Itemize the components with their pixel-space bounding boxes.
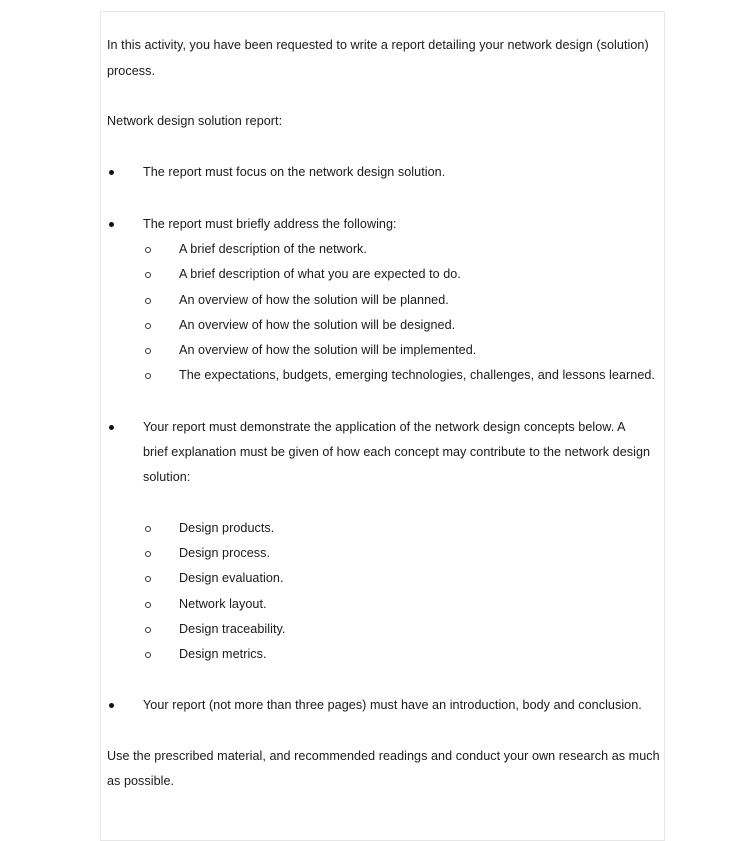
bullet-2-item: An overview of how the solution will be designed. <box>179 318 456 332</box>
closing-line-2: as possible. <box>107 774 175 788</box>
bullet-3-item: Design evaluation. <box>179 571 284 585</box>
sub-bullet-circle <box>145 627 151 633</box>
sub-bullet-circle <box>145 348 151 354</box>
sub-bullet-circle <box>145 298 151 304</box>
sub-bullet-circle <box>145 272 151 278</box>
bullet-1-text: The report must focus on the network design solution. <box>143 165 446 179</box>
bullet-2-item: The expectations, budgets, emerging technologies, challenges, and lessons learned. <box>179 368 655 382</box>
sub-bullet-circle <box>145 323 151 329</box>
bullet-dot <box>109 222 114 227</box>
intro-line-1: In this activity, you have been requested to write a report detailing your network design (solution) <box>107 38 649 52</box>
bullet-3-line-2: brief explanation must be given of how each concept may contribute to the network design <box>143 445 651 459</box>
bullet-2-item: An overview of how the solution will be implemented. <box>179 343 477 357</box>
sub-bullet-circle <box>145 551 151 557</box>
bullet-4-text: Your report (not more than three pages) must have an introduction, body and conclusion. <box>143 698 642 712</box>
intro-line-2: process. <box>107 64 155 78</box>
bullet-2-item: An overview of how the solution will be planned. <box>179 293 449 307</box>
bullet-3-item: Design metrics. <box>179 647 267 661</box>
sub-bullet-circle <box>145 373 151 379</box>
bullet-dot <box>109 703 114 708</box>
closing-line-1: Use the prescribed material, and recommended readings and conduct your own research as much <box>107 749 660 763</box>
bullet-3-item: Network layout. <box>179 597 267 611</box>
bullet-dot <box>109 425 114 430</box>
bullet-3-item: Design traceability. <box>179 622 286 636</box>
sub-bullet-circle <box>145 652 151 658</box>
sub-bullet-circle <box>145 602 151 608</box>
bullet-2-item: A brief description of the network. <box>179 242 367 256</box>
bullet-dot <box>109 170 114 175</box>
bullet-2-text: The report must briefly address the following: <box>143 217 397 231</box>
bullet-2-item: A brief description of what you are expected to do. <box>179 267 461 281</box>
bullet-3-line-3: solution: <box>143 470 191 484</box>
sub-bullet-circle <box>145 576 151 582</box>
sub-bullet-circle <box>145 247 151 253</box>
bullet-3-item: Design products. <box>179 521 275 535</box>
sub-bullet-circle <box>145 526 151 532</box>
bullet-3-item: Design process. <box>179 546 271 560</box>
bullet-3-line-1: Your report must demonstrate the application of the network design concepts below. A <box>143 420 626 434</box>
section-heading: Network design solution report: <box>107 114 283 128</box>
